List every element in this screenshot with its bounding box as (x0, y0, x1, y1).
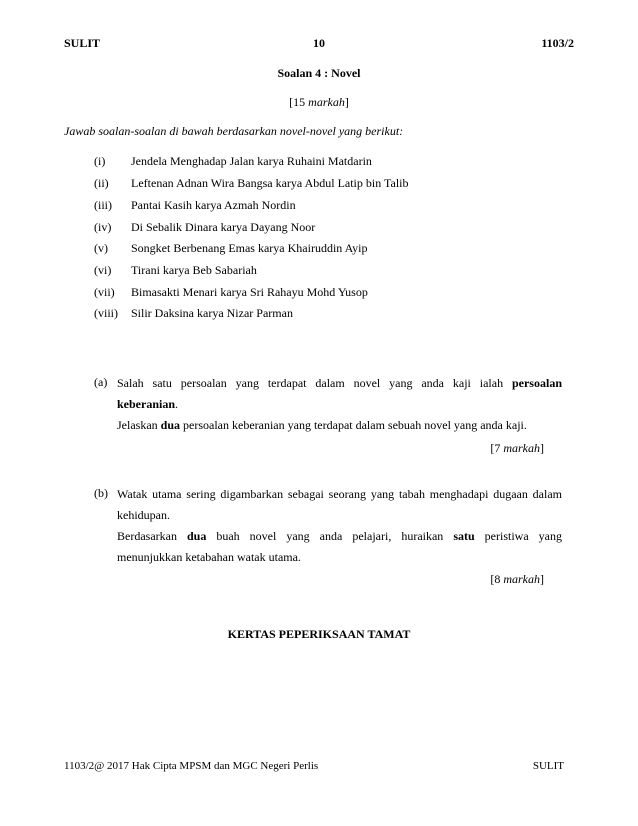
list-item-text: Songket Berbenang Emas karya Khairuddin Ayip (131, 241, 368, 255)
list-item-number: (viii) (94, 306, 118, 320)
question-a-line-3: Jelaskan dua persoalan keberanian yang terdapat dalam sebuah novel yang anda kaji. (117, 418, 527, 432)
list-item-number: (vii) (94, 285, 115, 299)
question-b-line-4: menunjukkan ketabahan watak utama. (117, 550, 301, 564)
footer-classification: SULIT (532, 760, 564, 772)
list-item-number: (iii) (94, 198, 112, 212)
list-item-text: Leftenan Adnan Wira Bangsa karya Abdul Latip bin Talib (131, 176, 409, 190)
end-of-paper-text: KERTAS PEPERIKSAAN TAMAT (227, 627, 411, 641)
list-item-text: Tirani karya Beb Sabariah (131, 263, 257, 277)
list-item-text: Di Sebalik Dinara karya Dayang Noor (131, 220, 316, 234)
question-a-letter: (a) (94, 375, 108, 389)
question-a-line-2: keberanian. (117, 397, 179, 411)
list-item-text: Silir Daksina karya Nizar Parman (131, 306, 293, 320)
header-paper-code: 1103/2 (541, 36, 574, 50)
question-a-marks: [7 markah] (490, 441, 544, 455)
question-b-letter: (b) (94, 486, 108, 500)
list-item-text: Bimasakti Menari karya Sri Rahayu Mohd Yusop (131, 285, 368, 299)
question-a-line-1: Salah satu persoalan yang terdapat dalam novel yang anda kaji ialah persoalan (117, 376, 562, 390)
question-b-marks: [8 markah] (490, 572, 544, 586)
list-item-number: (ii) (94, 176, 109, 190)
list-item-text: Pantai Kasih karya Azmah Nordin (131, 198, 296, 212)
question-b-line-2: kehidupan. (117, 508, 170, 522)
list-item-text: Jendela Menghadap Jalan karya Ruhaini Matdarin (131, 154, 372, 168)
list-item-number: (vi) (94, 263, 112, 277)
header-classification: SULIT (64, 36, 101, 50)
section-marks: [15 markah] (289, 95, 349, 109)
question-b-line-1: Watak utama sering digambarkan sebagai seorang yang tabah menghadapi dugaan dalam (117, 487, 562, 501)
section-title: Soalan 4 : Novel (277, 66, 361, 80)
list-item-number: (i) (94, 154, 106, 168)
list-item-number: (iv) (94, 220, 112, 234)
list-item-number: (v) (94, 241, 108, 255)
footer-copyright: 1103/2@ 2017 Hak Cipta MPSM dan MGC Negeri Perlis (64, 760, 319, 772)
page-number: 10 (313, 36, 325, 50)
instruction-text: Jawab soalan-soalan di bawah berdasarkan novel-novel yang berikut: (64, 124, 404, 138)
question-b-line-3: Berdasarkan dua buah novel yang anda pelajari, huraikan satu peristiwa yang (117, 529, 562, 543)
